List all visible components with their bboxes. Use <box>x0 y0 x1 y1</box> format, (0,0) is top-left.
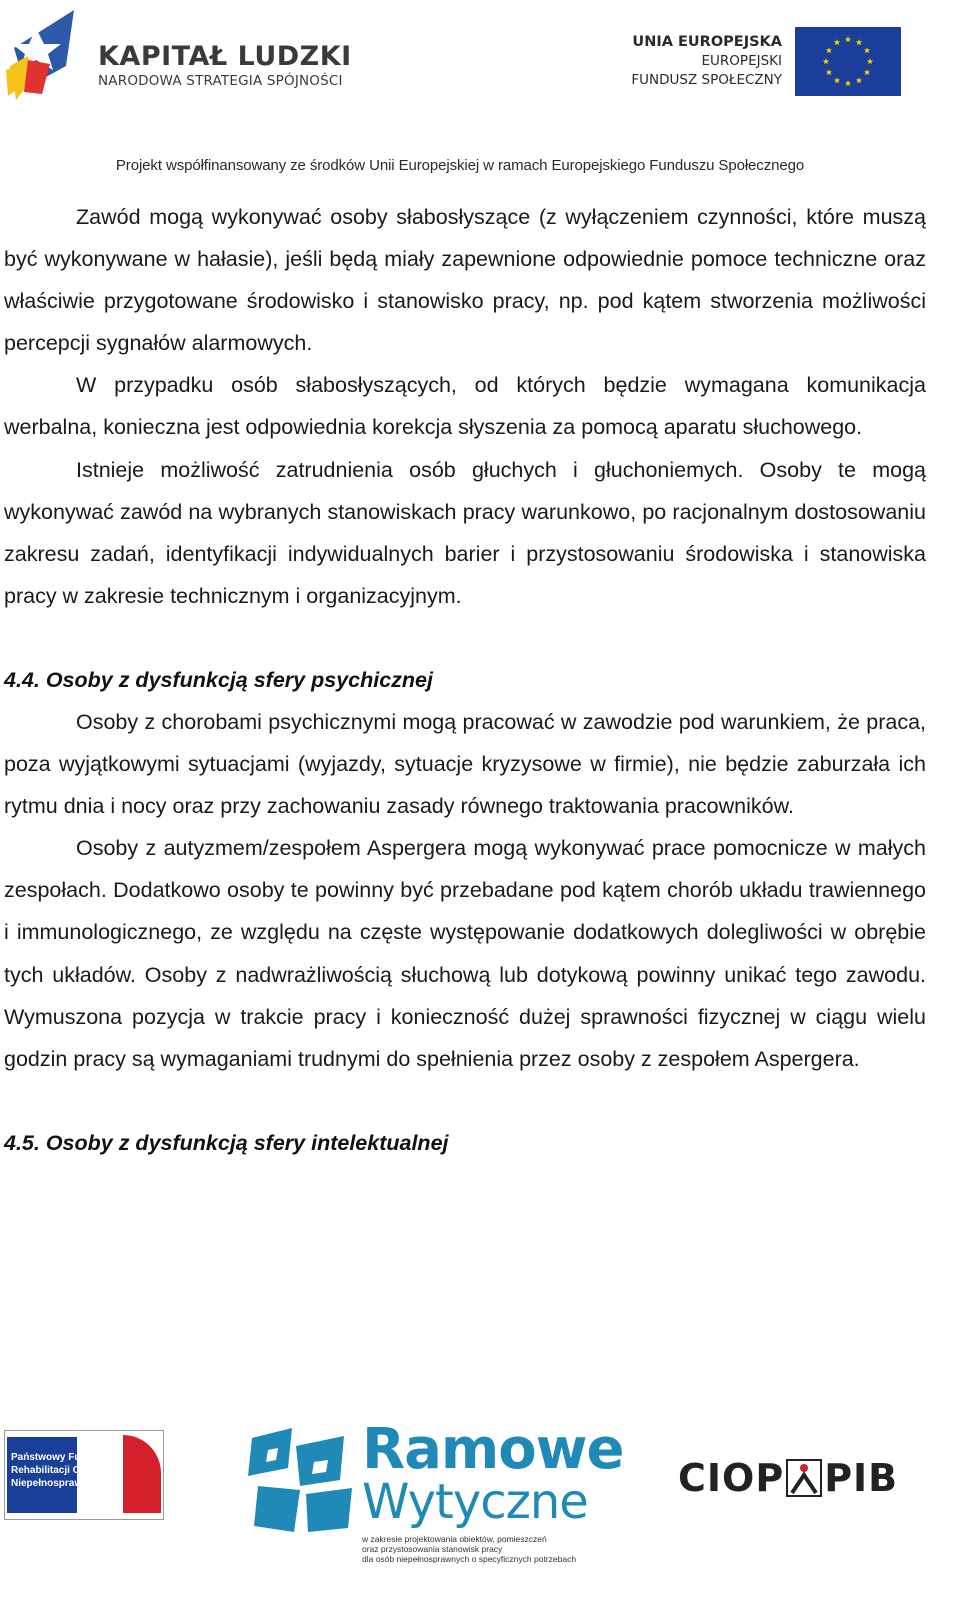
paragraph-autism-asperger: Osoby z autyzmem/zespołem Aspergera mogą wykonywać prace pomocnicze w małych zespołach. Dodatkowo osoby te powinny być przebadane pod kątem chorób układu trawiennego i immunologicznego, ze względu na częste występowanie dodatkowych dolegliwości w obrębie tych układów. Osoby z nadwrażliwością słuchową lub dotykową powinny unikać tego zawodu. Wymuszona pozycja w trakcie pracy i konieczność dużej sprawności fizycznej w ciągu wielu godzin pracy są wymaganiami trudnymi do spełnienia przez osoby z zespołem Aspergera. <box>4 836 926 1071</box>
wytyczne-title: Wytyczne <box>362 1474 588 1530</box>
eu-line-3: FUNDUSZ SPOŁECZNY <box>631 72 782 88</box>
ramowe-wytyczne-mark-icon <box>248 1428 356 1534</box>
page-header <box>0 0 960 185</box>
ciop-text: CIOP <box>678 1456 785 1500</box>
section-heading-4-5: 4.5. Osoby z dysfunkcją sfery intelektualnej <box>4 1130 449 1155</box>
section-heading-4-4: 4.4. Osoby z dysfunkcją sfery psychicznej <box>4 667 433 692</box>
eu-line-1: UNIA EUROPEJSKA <box>632 34 782 50</box>
kapital-ludzki-wordmark <box>98 42 352 90</box>
pfron-logo <box>4 1430 164 1520</box>
program-title: KAPITAŁ LUDZKI <box>98 41 352 72</box>
page-footer <box>0 1417 960 1621</box>
eu-fund-wordmark <box>631 33 782 90</box>
paragraph-verbal-communication: W przypadku osób słabosłyszących, od których będzie wymagana komunikacja werbalna, konieczna jest odpowiednia korekcja słyszenia za pomocą aparatu słuchowego. <box>4 373 926 440</box>
spacer <box>4 1080 926 1122</box>
kapital-ludzki-logo <box>6 8 76 116</box>
ciop-pib-logo <box>678 1456 898 1500</box>
eu-line-2: EUROPEJSKI <box>701 53 782 69</box>
program-subtitle: NARODOWA STRATEGIA SPÓJNOŚCI <box>98 73 343 89</box>
paragraph-deaf-employment: Istnieje możliwość zatrudnienia osób głuchych i głuchoniemych. Osoby te mogą wykonywać zawód na wybranych stanowiskach pracy warunkowo, po racjonalnym dostosowaniu zakresu zadań, identyfikacji indywidualnych barier i przystosowaniu środowiska i stanowiska pracy w zakresie technicznym i organizacyjnym. <box>4 457 926 608</box>
eu-flag-icon <box>795 27 901 96</box>
spacer <box>4 617 926 659</box>
paragraph-hearing-impaired: Zawód mogą wykonywać osoby słabosłyszące (z wyłączeniem czynności, które muszą być wykonywane w hałasie), jeśli będą miały zapewnione odpowiednie pomoce techniczne oraz właściwie przygotowane środowisko i stanowisko pracy, np. pod kątem stworzenia możliwości percepcji sygnałów alarmowych. <box>4 205 926 356</box>
ciop-person-icon <box>786 1459 822 1497</box>
paragraph-mental-illness: Osoby z chorobami psychicznymi mogą pracować w zawodzie pod warunkiem, że praca, poza wyjątkowymi sytuacjami (wyjazdy, sytuacje kryzysowe w firmie), nie będzie zaburzała ich rytmu dnia i nocy oraz przy zachowaniu zasady równego traktowania pracowników. <box>4 709 926 819</box>
cofinance-note: Projekt współfinansowany ze środków Unii Europejskiej w ramach Europejskiego Funduszu Społecznego <box>115 157 805 174</box>
pib-text: PIB <box>824 1456 899 1500</box>
ramowe-wytyczne-subtitle: w zakresie projektowania obiektów, pomieszczeń oraz przystosowania stanowisk pracy dla osób niepełnosprawnych o specyficznych potrzebach <box>362 1534 577 1564</box>
ramowe-title: Ramowe <box>362 1417 624 1482</box>
pfron-text: Państwowy Fundusz Rehabilitacji Osób Niepełnosprawnych <box>11 1452 110 1489</box>
document-body <box>4 196 926 1164</box>
